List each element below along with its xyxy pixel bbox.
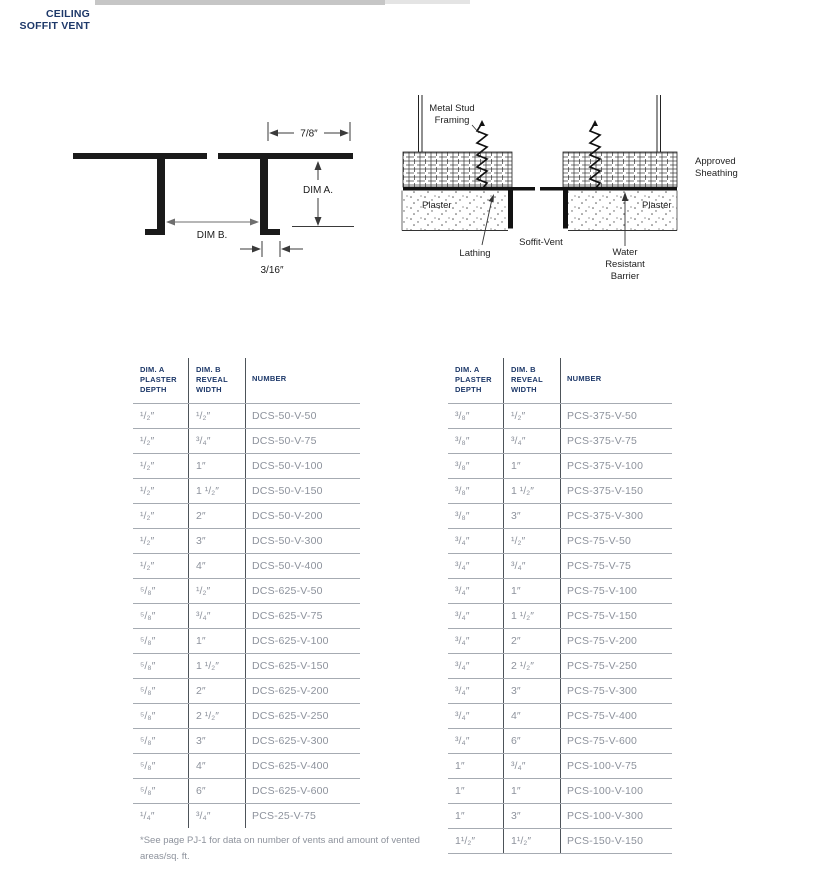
cell-dim-b-value: ³/₄″ [188, 804, 245, 828]
cell-dim-a-value: ³/₄″ [455, 585, 470, 597]
table-row [133, 404, 360, 429]
cell-dim-b-value: 6″ [503, 729, 560, 753]
cell-dim-a-value: ³/₄″ [455, 710, 470, 722]
cell-dim-b-value: 2 ¹/₂″ [503, 654, 560, 678]
cell-dim-a-value: ³/₄″ [455, 660, 470, 672]
table-row [133, 804, 360, 828]
table-row [133, 629, 360, 654]
cell-number-value: PCS-375-V-300 [560, 504, 672, 528]
cell-dim-a-value: ¹/₂″ [140, 410, 155, 422]
cell-dim-a-value: ¹/₂″ [140, 460, 155, 472]
cell-dim-b-value: ³/₄″ [503, 554, 560, 578]
cell-number-value: DCS-50-V-300 [245, 529, 360, 553]
top-rule-bar [95, 0, 385, 5]
table-row [133, 429, 360, 454]
cell-number-value: DCS-625-V-150 [245, 654, 360, 678]
cell-dim-a-value: ³/₈″ [455, 435, 470, 447]
cell-dim-b-value: 3″ [503, 804, 560, 828]
cell-number-value: DCS-625-V-300 [245, 729, 360, 753]
label-soffit-vent: Soffit-Vent [519, 237, 563, 248]
cell-dim-b-value: 3″ [188, 729, 245, 753]
cell-number-value: DCS-625-V-400 [245, 754, 360, 778]
cell-number-value: PCS-75-V-250 [560, 654, 672, 678]
table-row [133, 754, 360, 779]
cell-number-value: PCS-75-V-400 [560, 704, 672, 728]
cell-number-value: PCS-100-V-300 [560, 804, 672, 828]
table-row [133, 704, 360, 729]
cell-dim-b-value: 1 ¹/₂″ [503, 479, 560, 503]
kicker-line-1: CEILING [46, 8, 90, 20]
cell-dim-b-value: ¹/₂″ [503, 404, 560, 428]
cell-dim-a-value: 1″ [455, 785, 465, 797]
cell-number-value: DCS-50-V-100 [245, 454, 360, 478]
cell-dim-b-value: 4″ [188, 554, 245, 578]
footnote: *See page PJ-1 for data on number of vents and amount of vented areas/sq. ft. [140, 835, 420, 863]
table-row [448, 604, 672, 629]
label-lathing: Lathing [459, 248, 491, 259]
cell-dim-b-value: 3″ [188, 529, 245, 553]
table-row [448, 654, 672, 679]
cell-dim-a-value: ⁵/₈″ [140, 785, 156, 797]
cell-number-value: PCS-75-V-600 [560, 729, 672, 753]
cell-number-value: PCS-375-V-150 [560, 479, 672, 503]
cell-dim-a-value: ¹/₂″ [140, 435, 155, 447]
cell-number-value: PCS-100-V-100 [560, 779, 672, 803]
table-body [448, 404, 672, 854]
table-row [448, 779, 672, 804]
cell-dim-a-value: 1″ [455, 810, 465, 822]
cell-dim-a-value: ³/₈″ [455, 510, 470, 522]
cell-dim-a-value: 1¹/₂″ [455, 835, 476, 847]
cell-dim-b-value: ¹/₂″ [188, 579, 245, 603]
cell-dim-a-value: ⁵/₈″ [140, 685, 156, 697]
table-row [448, 404, 672, 429]
table-row [448, 554, 672, 579]
cell-dim-b-value: 1″ [188, 629, 245, 653]
cell-dim-a-value: ⁵/₈″ [140, 760, 156, 772]
cell-number-value: PCS-75-V-200 [560, 629, 672, 653]
top-rule-bar-light [385, 0, 470, 4]
profile-diagram [60, 95, 390, 295]
cell-dim-a-value: ¹/₄″ [140, 810, 155, 822]
table-row [133, 529, 360, 554]
table-row [448, 429, 672, 454]
cell-dim-b-value: 1″ [188, 454, 245, 478]
cell-number-value: PCS-375-V-75 [560, 429, 672, 453]
cell-number-value: DCS-625-V-600 [245, 779, 360, 803]
cell-dim-a-value: ⁵/₈″ [140, 635, 156, 647]
table-row [133, 779, 360, 804]
header-number: NUMBER [560, 358, 672, 403]
table-row [448, 829, 672, 854]
cell-dim-a-value: ³/₈″ [455, 485, 470, 497]
label-dim-a: DIM A. [302, 185, 334, 196]
table-row [448, 729, 672, 754]
table-row [448, 704, 672, 729]
cell-dim-b-value: ¹/₂″ [503, 529, 560, 553]
header-dim-a: DIM. A PLASTER DEPTH [140, 365, 177, 394]
table-row [133, 504, 360, 529]
cell-dim-b-value: 2″ [503, 629, 560, 653]
cell-dim-b-value: ³/₄″ [188, 604, 245, 628]
table-row [448, 454, 672, 479]
cell-number-value: DCS-625-V-75 [245, 604, 360, 628]
cell-dim-b-value: 3″ [503, 679, 560, 703]
spec-table-left [133, 358, 360, 828]
table-row [133, 554, 360, 579]
cell-dim-a-value: ³/₄″ [455, 685, 470, 697]
cell-dim-b-value: 1″ [503, 454, 560, 478]
cell-dim-b-value: 1¹/₂″ [503, 829, 560, 853]
cell-dim-a-value: ⁵/₈″ [140, 710, 156, 722]
cell-dim-b-value: 1″ [503, 579, 560, 603]
cell-dim-b-value: ³/₄″ [188, 429, 245, 453]
cell-dim-b-value: 1 ¹/₂″ [188, 479, 245, 503]
dim-b-arrow [166, 219, 259, 226]
spec-table-right [448, 358, 672, 854]
label-plaster-right: Plaster [642, 200, 672, 211]
table-row [448, 479, 672, 504]
table-row [448, 804, 672, 829]
cell-number-value: DCS-625-V-100 [245, 629, 360, 653]
cell-dim-a-value: ⁵/₈″ [140, 660, 156, 672]
cell-dim-b-value: 4″ [188, 754, 245, 778]
label-bottom-gap: 3/16″ [260, 265, 284, 276]
cell-dim-a-value: ³/₄″ [455, 735, 470, 747]
cell-number-value: PCS-75-V-75 [560, 554, 672, 578]
cell-dim-a-value: ³/₄″ [455, 635, 470, 647]
cell-number-value: PCS-375-V-100 [560, 454, 672, 478]
label-flange-width: 7/8″ [300, 128, 318, 140]
cell-dim-a-value: ¹/₂″ [140, 560, 155, 572]
table-row [448, 679, 672, 704]
cell-dim-b-value: ³/₄″ [503, 754, 560, 778]
table-row [448, 529, 672, 554]
installation-diagram [395, 95, 835, 290]
page-kicker [10, 8, 90, 33]
cell-dim-a-value: ⁵/₈″ [140, 585, 156, 597]
table-row [133, 729, 360, 754]
cell-number-value: PCS-150-V-150 [560, 829, 672, 853]
cell-dim-b-value: ¹/₂″ [188, 404, 245, 428]
table-header-row [448, 358, 672, 404]
table-row [133, 679, 360, 704]
table-row [133, 604, 360, 629]
cell-dim-a-value: ³/₄″ [455, 610, 470, 622]
cell-number-value: PCS-75-V-100 [560, 579, 672, 603]
cell-dim-a-value: 1″ [455, 760, 465, 772]
cell-dim-a-value: ¹/₂″ [140, 510, 155, 522]
cell-dim-a-value: ³/₈″ [455, 460, 470, 472]
cell-number-value: DCS-50-V-50 [245, 404, 360, 428]
table-row [133, 579, 360, 604]
cell-dim-a-value: ³/₄″ [455, 535, 470, 547]
cell-dim-b-value: 1 ¹/₂″ [188, 654, 245, 678]
cell-number-value: DCS-50-V-200 [245, 504, 360, 528]
sheathing-blocks [403, 152, 677, 187]
label-dim-b: DIM B. [196, 230, 228, 241]
label-wrb-3: Barrier [610, 271, 640, 282]
cell-dim-b-value: 2 ¹/₂″ [188, 704, 245, 728]
cell-number-value: DCS-625-V-50 [245, 579, 360, 603]
table-body [133, 404, 360, 828]
kicker-line-2: SOFFIT VENT [19, 20, 90, 33]
table-row [448, 629, 672, 654]
table-row [133, 454, 360, 479]
header-dim-b: DIM. B REVEAL WIDTH [503, 358, 560, 403]
table-row [133, 654, 360, 679]
label-plaster-left: Plaster [422, 200, 452, 211]
cell-dim-b-value: 1 ¹/₂″ [503, 604, 560, 628]
header-dim-b: DIM. B REVEAL WIDTH [188, 358, 245, 403]
label-wrb-1: Water [612, 247, 638, 258]
cell-number-value: PCS-25-V-75 [245, 804, 360, 828]
label-wrb-2: Resistant [605, 259, 645, 270]
cell-dim-b-value: 2″ [188, 679, 245, 703]
cell-number-value: DCS-625-V-200 [245, 679, 360, 703]
table-header-row [133, 358, 360, 404]
label-approved-2: Sheathing [695, 168, 738, 179]
cell-dim-b-value: 1″ [503, 779, 560, 803]
cell-dim-a-value: ⁵/₈″ [140, 735, 156, 747]
dim-bottom-gap [240, 241, 303, 257]
cell-number-value: DCS-50-V-400 [245, 554, 360, 578]
cell-number-value: PCS-100-V-75 [560, 754, 672, 778]
label-metal-stud-1: Metal Stud [429, 103, 475, 114]
table-row [448, 504, 672, 529]
header-dim-a: DIM. A PLASTER DEPTH [455, 365, 492, 394]
cell-dim-b-value: 2″ [188, 504, 245, 528]
cell-dim-a-value: ³/₈″ [455, 410, 470, 422]
cell-number-value: PCS-75-V-300 [560, 679, 672, 703]
label-metal-stud-2: Framing [434, 115, 470, 126]
cell-dim-b-value: ³/₄″ [503, 429, 560, 453]
cell-dim-b-value: 4″ [503, 704, 560, 728]
cell-number-value: DCS-50-V-75 [245, 429, 360, 453]
label-approved-1: Approved [695, 156, 736, 167]
cell-number-value: PCS-75-V-50 [560, 529, 672, 553]
cell-dim-a-value: ¹/₂″ [140, 535, 155, 547]
cell-dim-a-value: ³/₄″ [455, 560, 470, 572]
cell-number-value: PCS-75-V-150 [560, 604, 672, 628]
cell-dim-b-value: 3″ [503, 504, 560, 528]
cell-number-value: DCS-50-V-150 [245, 479, 360, 503]
header-number: NUMBER [245, 358, 360, 403]
cell-number-value: DCS-625-V-250 [245, 704, 360, 728]
cell-dim-b-value: 6″ [188, 779, 245, 803]
table-row [133, 479, 360, 504]
cell-dim-a-value: ¹/₂″ [140, 485, 155, 497]
cell-dim-a-value: ⁵/₈″ [140, 610, 156, 622]
table-row [448, 579, 672, 604]
table-row [448, 754, 672, 779]
cell-number-value: PCS-375-V-50 [560, 404, 672, 428]
